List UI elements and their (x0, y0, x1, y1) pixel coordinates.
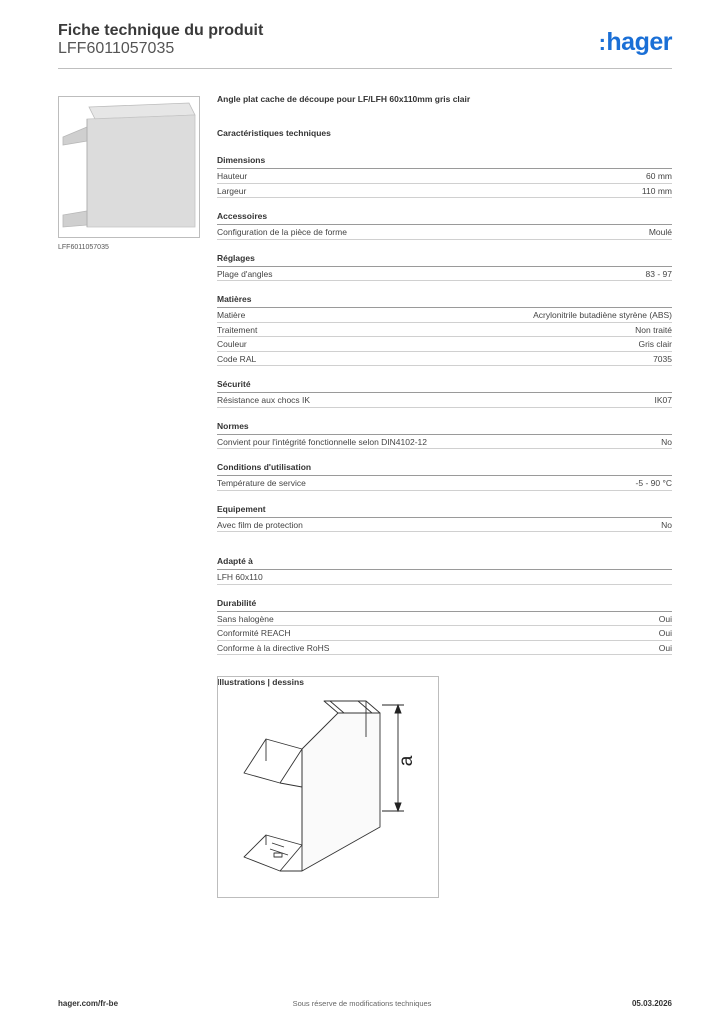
footer-date: 05.03.2026 (631, 999, 672, 1008)
durability-section (217, 598, 672, 656)
spec-group-accessoires (217, 211, 672, 240)
group-title: Adapté à (217, 556, 672, 570)
product-description: Angle plat cache de découpe pour LF/LFH 60x110mm gris clair (217, 94, 471, 104)
spec-row (217, 518, 672, 533)
spec-row (217, 225, 672, 240)
spec-value: -5 - 90 °C (635, 478, 672, 488)
spec-label: Matière (217, 310, 246, 320)
spec-row (217, 393, 672, 408)
spec-content (217, 94, 672, 691)
product-reference: LFF6011057035 (58, 40, 175, 57)
spec-label: Conformité REACH (217, 628, 291, 638)
spec-label: Convient pour l'intégrité fonctionnelle selon DIN4102-12 (217, 436, 428, 447)
flat-angle-drawing-icon (218, 677, 438, 897)
page-title: Fiche technique du produit (58, 22, 264, 39)
spec-row (217, 323, 672, 338)
illustrations-title: Illustrations | dessins (217, 677, 304, 687)
specs-section-title: Caractéristiques techniques (217, 128, 331, 138)
spec-row (217, 612, 672, 627)
group-title: Dimensions (217, 155, 672, 169)
spec-row (217, 169, 672, 184)
spec-value: 83 - 97 (645, 268, 672, 279)
spec-group-reglages (217, 253, 672, 282)
spec-label: Température de service (217, 478, 306, 488)
group-title: Normes (217, 421, 672, 435)
spec-value: Gris clair (638, 339, 672, 349)
logo-text: hager (606, 28, 672, 56)
spec-row (217, 641, 672, 656)
spec-value: 60 mm (646, 171, 672, 181)
group-title: Equipement (217, 504, 672, 518)
spec-value: No (661, 436, 672, 447)
spec-label: Avec film de protection (217, 519, 303, 530)
spec-group-matieres (217, 294, 672, 366)
spec-label: Plage d'angles (217, 268, 273, 279)
spec-value: Oui (658, 628, 672, 638)
spec-value: 110 mm (641, 185, 672, 196)
header-divider (58, 68, 672, 69)
group-title: Matières (217, 294, 672, 308)
spec-row (217, 626, 672, 641)
spec-row (217, 352, 672, 367)
group-title: Réglages (217, 253, 672, 267)
spec-group-conditions (217, 462, 672, 491)
spec-label: LFH 60x110 (217, 572, 263, 582)
hager-logo (599, 28, 672, 57)
spec-value: IK07 (654, 395, 672, 405)
spec-group-normes (217, 421, 672, 450)
spec-label: Largeur (217, 185, 247, 196)
adapted-section (217, 556, 672, 585)
spec-row (217, 267, 672, 282)
spec-group-dimensions (217, 155, 672, 198)
spec-row (217, 570, 672, 585)
spec-group-equipement (217, 504, 672, 533)
spec-row (217, 476, 672, 491)
group-title: Durabilité (217, 598, 672, 612)
spec-label: Couleur (217, 339, 247, 349)
spec-value: 7035 (653, 353, 672, 364)
spec-group-securite (217, 379, 672, 408)
group-title: Conditions d'utilisation (217, 462, 672, 476)
footer-notice: Sous réserve de modifications techniques (292, 999, 432, 1008)
footer-website: hager.com/fr-be (58, 999, 119, 1008)
technical-drawing (217, 676, 439, 898)
spec-value: Oui (658, 613, 672, 624)
group-title: Accessoires (217, 211, 672, 225)
spec-label: Sans halogène (217, 613, 274, 624)
spec-value: Acrylonitrile butadiène styrène (ABS) (533, 310, 672, 320)
spec-row (217, 308, 672, 323)
spec-row (217, 337, 672, 352)
spec-row (217, 435, 672, 450)
logo-colon-icon: : (598, 30, 606, 55)
spec-label: Conforme à la directive RoHS (217, 642, 330, 653)
dimension-label: a (396, 755, 417, 767)
spec-label: Traitement (217, 324, 258, 335)
spec-label: Configuration de la pièce de forme (217, 227, 347, 237)
product-photo-icon (59, 97, 199, 237)
spec-value: Non traité (635, 324, 672, 335)
spec-label: Résistance aux chocs IK (217, 395, 311, 405)
spec-row (217, 184, 672, 199)
product-photo (58, 96, 200, 238)
spec-value: Oui (658, 642, 672, 653)
spec-value: No (661, 519, 672, 530)
photo-caption: LFF6011057035 (58, 244, 109, 251)
spec-label: Hauteur (217, 171, 248, 181)
spec-label: Code RAL (217, 353, 257, 364)
group-title: Sécurité (217, 379, 672, 393)
spec-value: Moulé (648, 227, 672, 237)
